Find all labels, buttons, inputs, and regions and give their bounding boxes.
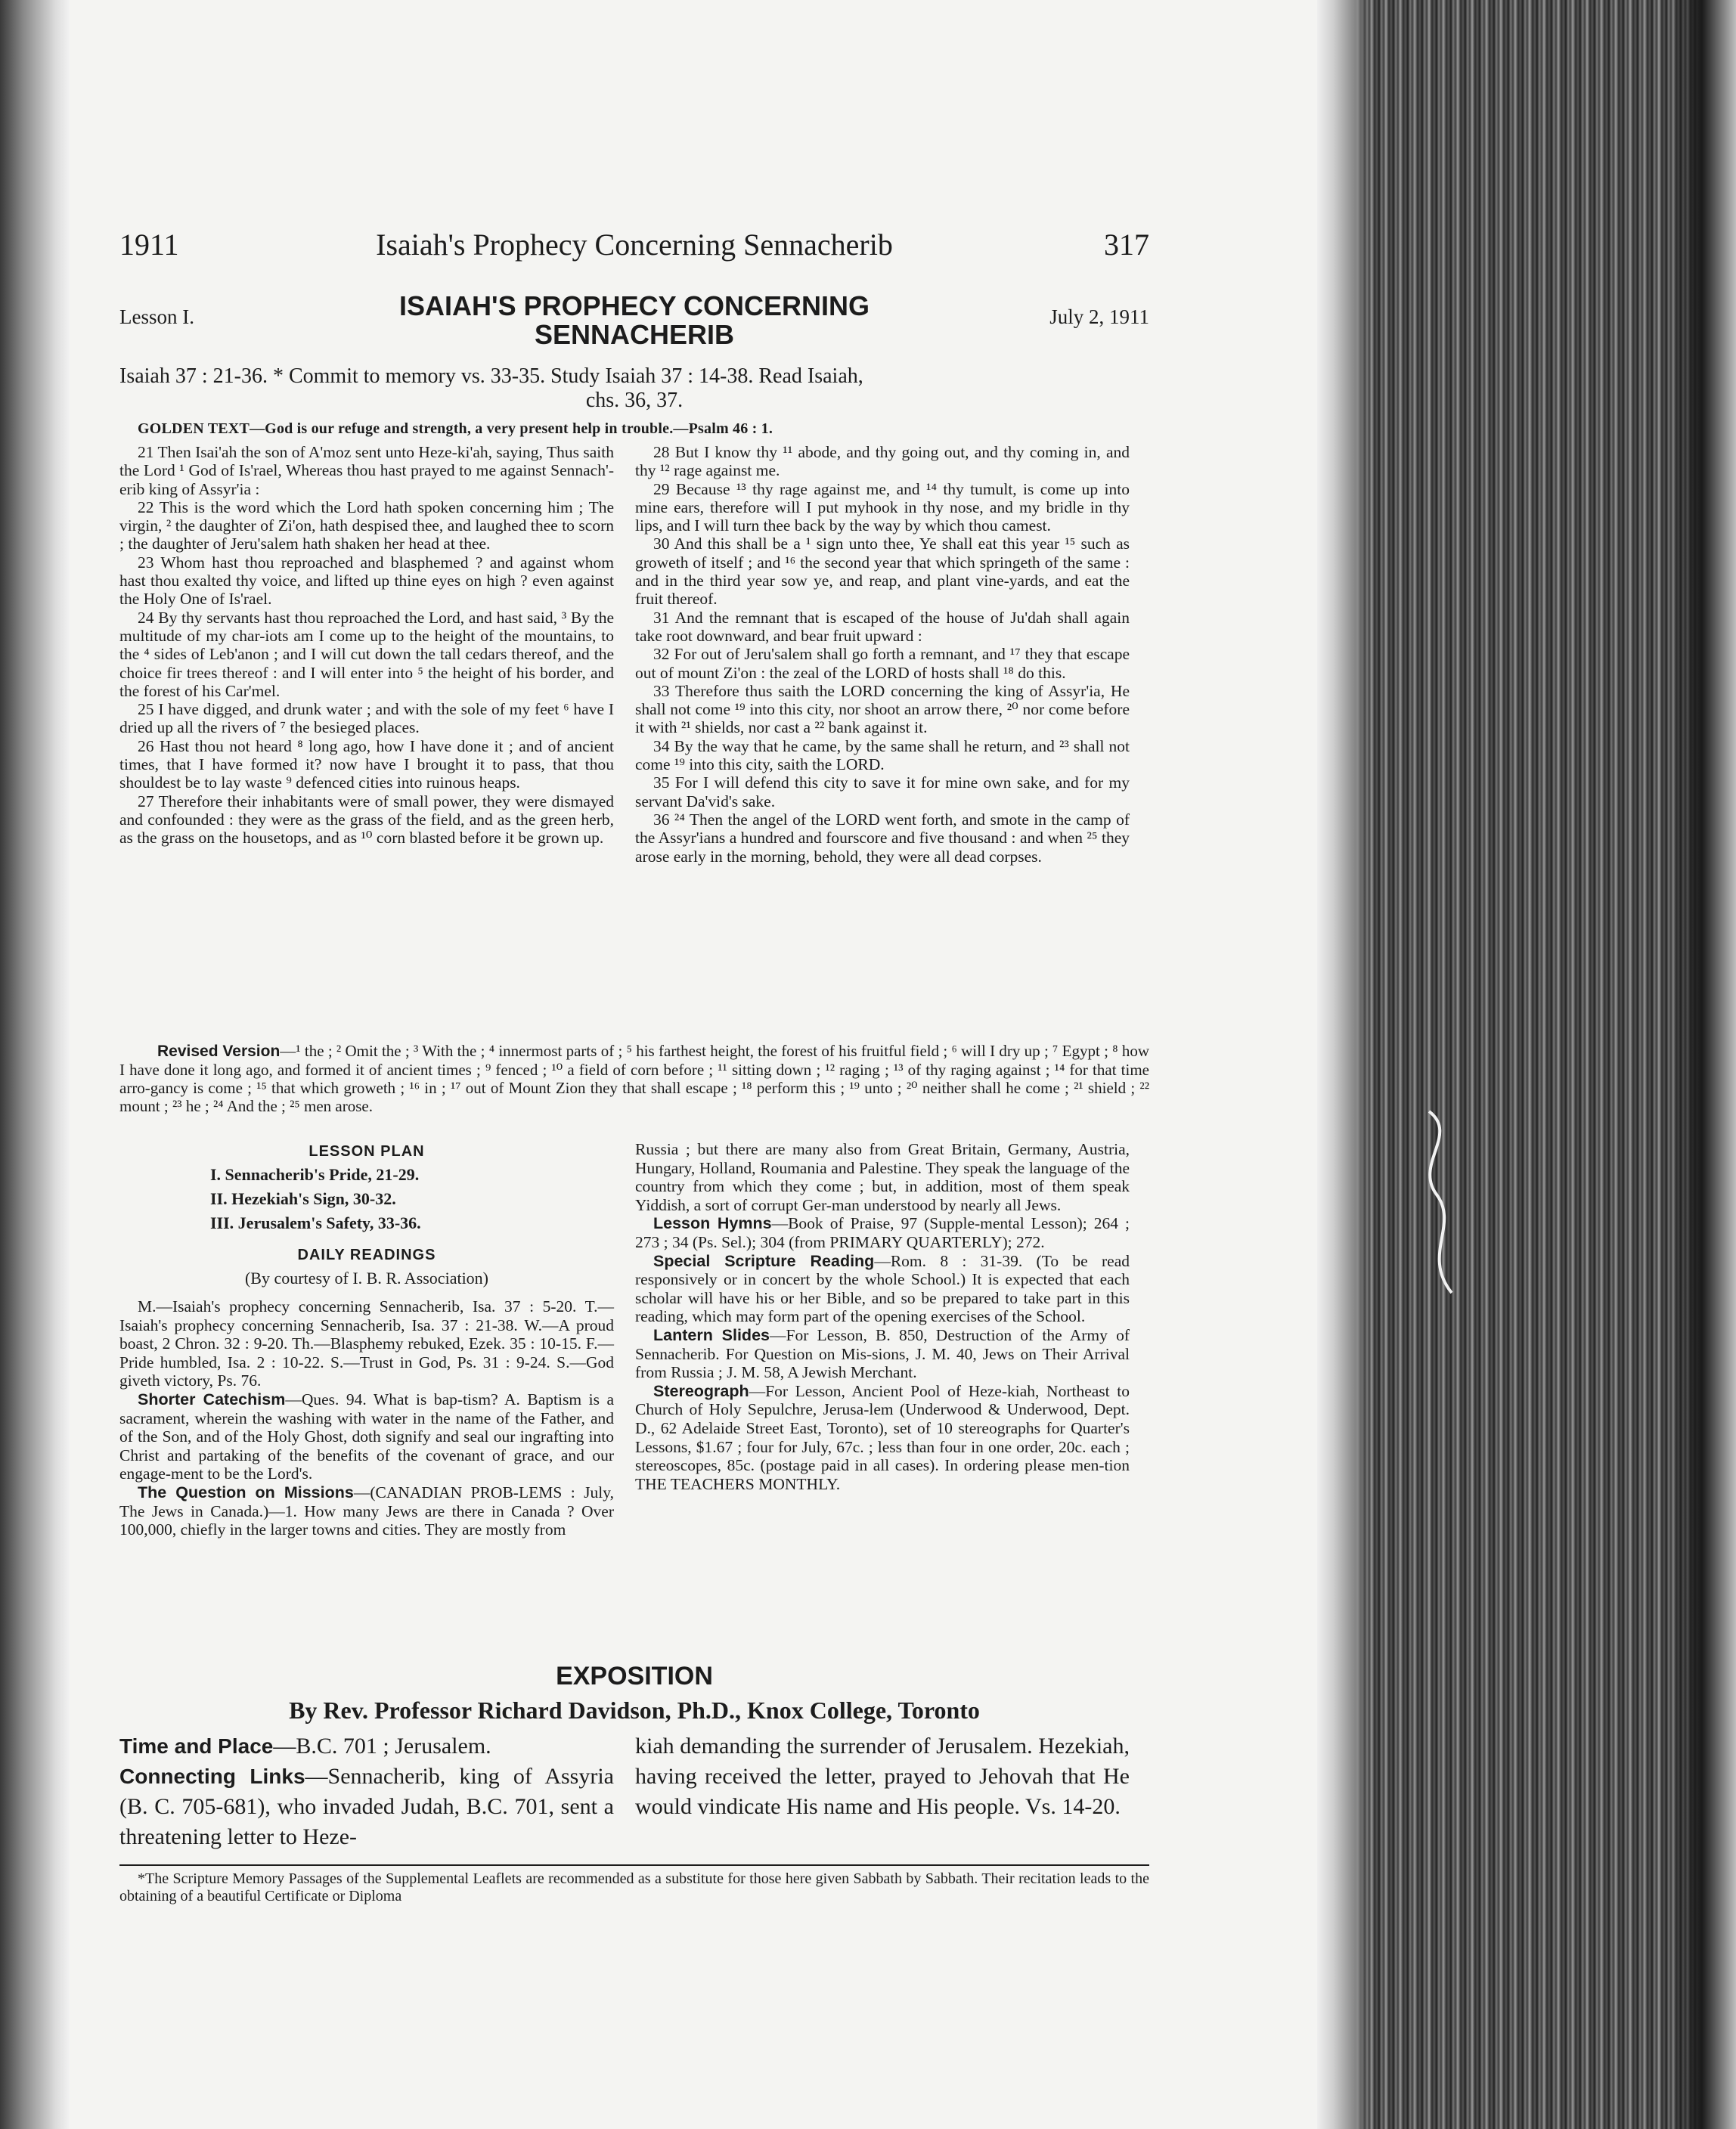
- verse: 30 And this shall be a ¹ sign unto thee, Ye shall eat this year ¹⁵ such as groweth of itself ; and ¹⁶ the second year that which springeth of the same : and in the third year sow ye, and reap, and plant vine-yards, and eat the fruit thereof.: [635, 535, 1130, 609]
- lesson-number: Lesson I.: [119, 305, 194, 328]
- question-on-missions-label: The Question on Missions: [138, 1483, 354, 1501]
- lesson-plan-item: I. Sennacherib's Pride, 21-29.: [210, 1165, 420, 1184]
- revised-version-label: Revised Version: [157, 1043, 281, 1060]
- lesson-title-line1: ISAIAH'S PROPHECY CONCERNING: [399, 290, 870, 321]
- time-and-place-label: Time and Place: [119, 1734, 274, 1758]
- exposition-byline: By Rev. Professor Richard Davidson, Ph.D., Knox College, Toronto: [289, 1697, 980, 1724]
- daily-readings-heading: DAILY READINGS: [297, 1247, 436, 1263]
- connecting-links: [119, 1762, 614, 1852]
- scripture-passage: [119, 443, 1149, 1040]
- special-scripture-reading-label: Special Scripture Reading: [653, 1251, 875, 1270]
- lantern-slides: [635, 1326, 1130, 1382]
- exposition-left-column: [119, 1731, 614, 1852]
- stereograph: [635, 1382, 1130, 1494]
- stray-thread-icon: [1399, 1104, 1490, 1300]
- time-and-place-text: —B.C. 701 ; Jerusalem.: [273, 1734, 491, 1759]
- time-and-place: [119, 1731, 614, 1762]
- revised-version: [119, 1042, 1149, 1115]
- daily-readings-courtesy: (By courtesy of I. B. R. Association): [244, 1269, 489, 1288]
- scripture-reference-line1: Isaiah 37 : 21-36. * Commit to memory vs. 33-35. Study Isaiah 37 : 14-38. Read Isaiah,: [119, 364, 863, 388]
- verse: 29 Because ¹³ thy rage against me, and ¹⁴ thy tumult, is come up into mine ears, therefore will I put myhook in thy nose, and my bridle in thy lips, and I will turn thee back by the way by which thou camest.: [635, 479, 1130, 535]
- connecting-links-text: —Sennacherib, king of Assyria (B. C. 705-681), who invaded Judah, B.C. 701, sent a threatening letter to Heze-: [119, 1764, 614, 1849]
- helps-right-column: [635, 1140, 1130, 1493]
- lesson-title: [119, 292, 1149, 349]
- shorter-catechism-label: Shorter Catechism: [138, 1390, 286, 1408]
- stereograph-label: Stereograph: [653, 1381, 749, 1400]
- scripture-reference-line2: chs. 36, 37.: [585, 389, 684, 412]
- exposition-heading: EXPOSITION: [556, 1662, 713, 1690]
- scripture-left-column: [119, 443, 614, 848]
- lesson-hymns-label: Lesson Hymns: [653, 1214, 772, 1233]
- verse: 25 I have digged, and drunk water ; and with the sole of my feet ⁶ have I dried up all the rivers of ⁷ the besieged places.: [119, 700, 614, 737]
- revised-version-text: —¹ the ; ² Omit the ; ³ With the ; ⁴ innermost parts of ; ⁵ his farthest height, the forest of his fruitful field ; ⁶ will I dry up ; ⁷ Egypt ; ⁸ how I have done it long ago, and formed it of ancient times ; ⁹ fenced ; ¹⁰ a field of corn before ; ¹¹ sitting down ; ¹² raging ; ¹³ of thy raging against ; ¹⁴ for that time arro-gancy is come ; ¹⁵ that which groweth ; ¹⁶ in ; ¹⁷ out of Mount Zion they that shall escape ; ¹⁸ perform this ; ¹⁹ unto ; ²⁰ neither shall he come ; ²¹ shield ; ²² mount ; ²³ he ; ²⁴ And the ; ²⁵ men arose.: [119, 1042, 1150, 1115]
- lesson-title-line2: SENNACHERIB: [534, 319, 735, 350]
- verse: 35 For I will defend this city to save it for mine own sake, and for my servant Da'vid's sake.: [635, 773, 1130, 810]
- verse: 21 Then Isai'ah the son of A'moz sent unto Heze-ki'ah, saying, Thus saith the Lord ¹ God of Is'rael, Whereas thou hast prayed to me against Sennach'-erib king of Assyr'ia :: [119, 443, 614, 498]
- lesson-hymns: [635, 1214, 1130, 1251]
- running-head-year: 1911: [119, 228, 179, 262]
- exposition-right-column: [635, 1731, 1130, 1822]
- verse: 31 And the remnant that is escaped of the house of Ju'dah shall again take root downward, and bear fruit upward :: [635, 608, 1130, 645]
- question-on-missions-text: —(CANADIAN PROB-LEMS : July, The Jews in Canada.)—1. How many Jews are there in Canada ? Over 100,000, chiefly in the larger towns and cities. They are mostly from: [119, 1483, 615, 1539]
- verse: 34 By the way that he came, by the same shall he return, and ²³ shall not come ¹⁹ into this city, saith the LORD.: [635, 736, 1130, 774]
- lesson-header: [119, 292, 1149, 360]
- exposition-body: [119, 1731, 1149, 1852]
- stereograph-text: —For Lesson, Ancient Pool of Heze-kiah, Northeast to Church of Holy Sepulchre, Jerusa-lem (Underwood & Underwood, Dept. D., 62 Adelaide Street East, Toronto), set of 10 stereographs for Quarter's Lessons, $1.67 ; four for July, 67c. ; less than four in one order, 20c. each ; stereoscopes, 85c. (postage paid in all cases). In ordering please men-tion THE TEACHERS MONTHLY.: [635, 1381, 1130, 1493]
- question-on-missions: [119, 1483, 614, 1539]
- special-scripture-reading-text: —Rom. 8 : 31-39. (To be read responsively or in concert by the whole School.) It is expected that each scholar will have his or her Bible, and so be prepared to take part in this reading, which may form part of the opening exercises of the School.: [635, 1251, 1130, 1326]
- helps-left-column: [119, 1140, 614, 1539]
- lesson-date: July 2, 1911: [1049, 305, 1149, 328]
- lesson-helps: [119, 1140, 1149, 1662]
- lesson-hymns-text: —Book of Praise, 97 (Supple-mental Lesson); 264 ; 273 ; 34 (Ps. Sel.); 304 (from PRIMARY QUARTERLY); 272.: [635, 1214, 1130, 1251]
- verse: 28 But I know thy ¹¹ abode, and thy going out, and thy coming in, and thy ¹² rage against me.: [635, 443, 1130, 480]
- verse: 36 ²⁴ Then the angel of the LORD went forth, and smote in the camp of the Assyr'ians a hundred and fourscore and five thousand : and when ²⁵ they arose early in the morning, behold, they were all dead corpses.: [635, 810, 1130, 866]
- connecting-links-label: Connecting Links: [119, 1765, 305, 1788]
- verse: 22 This is the word which the Lord hath spoken concerning him ; The virgin, ² the daughter of Zi'on, hath despised thee, and laughed thee to scorn ; the daughter of Jeru'salem hath shaken her head at thee.: [119, 497, 614, 553]
- running-head-title: Isaiah's Prophecy Concerning Sennacherib: [376, 228, 893, 262]
- lantern-slides-text: —For Lesson, B. 850, Destruction of the Army of Sennacherib. For Question on Mis-sions, J. M. 40, Jews on Their Arrival from Russia ; J. M. 58, A Jewish Merchant.: [635, 1325, 1130, 1382]
- lesson-plan-item: II. Hezekiah's Sign, 30-32.: [210, 1189, 396, 1208]
- question-on-missions-continued: Russia ; but there are many also from Great Britain, Germany, Austria, Hungary, Holland, Roumania and Palestine. They speak the language of the country from which they come ; but, in addition, most of them speak Yiddish, a sort of corrupt Ger-man understood by nearly all Jews.: [635, 1140, 1130, 1214]
- verse: 27 Therefore their inhabitants were of small power, they were dismayed and confounded : they were as the grass of the field, and as the green herb, as the grass on the housetops, and as ¹⁰ corn blasted before it be grown up.: [119, 792, 614, 848]
- shorter-catechism-text: —Ques. 94. What is bap-tism? A. Baptism is a sacrament, wherein the washing with water in the name of the Father, and of the Son, and of the Holy Ghost, doth signify and seal our ingrafting into Christ and partaking of the benefits of the covenant of grace, and our engage-ment to be the Lord's.: [119, 1390, 615, 1483]
- footnote-rule: [119, 1864, 1149, 1866]
- verse: 23 Whom hast thou reproached and blasphemed ? and against whom hast thou exalted thy voice, and lifted up thine eyes on high ? even against the Holy One of Is'rael.: [119, 553, 614, 609]
- scripture-right-column: [635, 443, 1130, 866]
- running-head: [119, 227, 1149, 272]
- verse: 32 For out of Jeru'salem shall go forth a remnant, and ¹⁷ they that escape out of mount Zi'on : the zeal of the LORD of hosts shall ¹⁸ do this.: [635, 645, 1130, 682]
- page-edges: [1317, 0, 1736, 2129]
- daily-readings-text: M.—Isaiah's prophecy concerning Sennacherib, Isa. 37 : 5-20. T.—Isaiah's prophecy concerning Sennacherib, Isa. 37 : 21-38. W.—A proud boast, 2 Chron. 32 : 9-20. Th.—Blasphemy rebuked, Ezek. 35 : 10-15. F.—Pride humbled, Isa. 2 : 10-22. S.—Trust in God, Ps. 31 : 9-24. S.—God giveth victory, Ps. 76.: [119, 1297, 614, 1390]
- lantern-slides-label: Lantern Slides: [653, 1325, 770, 1344]
- golden-text: GOLDEN TEXT—God is our refuge and strength, a very present help in trouble.—Psalm 46 : 1.: [138, 420, 773, 437]
- verse: 33 Therefore thus saith the LORD concerning the king of Assyr'ia, He shall not come ¹⁹ into this city, nor shoot an arrow there, ²⁰ nor come before it with ²¹ shields, nor cast a ²² bank against it.: [635, 681, 1130, 737]
- exposition-continued: kiah demanding the surrender of Jerusalem. Hezekiah, having received the letter, prayed to Jehovah that He would vindicate His name and His people. Vs. 14-20.: [635, 1734, 1130, 1819]
- special-scripture-reading: [635, 1252, 1130, 1326]
- lesson-plan-item: III. Jerusalem's Safety, 33-36.: [210, 1213, 421, 1232]
- shorter-catechism: [119, 1390, 614, 1483]
- book-gutter: [0, 0, 70, 2129]
- scripture-reference: [119, 364, 1149, 413]
- verse: 24 By thy servants hast thou reproached the Lord, and hast said, ³ By the multitude of my char-iots am I come up to the height of the mountains, to the ⁴ sides of Leb'anon ; and I will cut down the tall cedars thereof, and the choice fir trees thereof : and I will enter into ⁵ the height of his border, and the forest of his Car'mel.: [119, 608, 614, 700]
- lesson-plan-heading: LESSON PLAN: [308, 1143, 425, 1160]
- verse: 26 Hast thou not heard ⁸ long ago, how I have done it ; and of ancient times, that I have formed it? now have I brought it to pass, that thou shouldest be to lay waste ⁹ defenced cities into ruinous heaps.: [119, 736, 614, 792]
- footnote: *The Scripture Memory Passages of the Supplemental Leaflets are recommended as a substitute for those here given Sabbath by Sabbath. Their recitation leads to the obtaining of a beautiful Certificate or Diploma: [119, 1870, 1149, 1904]
- page-number: 317: [1104, 228, 1149, 262]
